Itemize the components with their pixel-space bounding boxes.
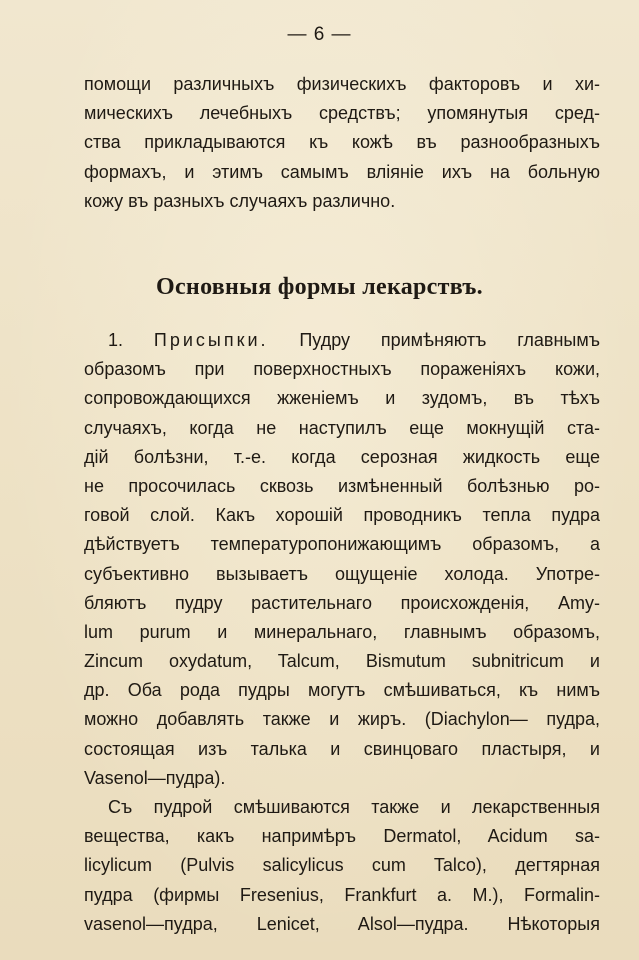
item-term: Присыпки. <box>153 330 269 350</box>
text-line: дѣйствуетъ температуропонижающимъ образомъ, а <box>84 534 600 555</box>
text-line: образомъ при поверхностныхъ пораженіяхъ кожи, <box>84 359 600 380</box>
page-number: — 6 — <box>287 24 352 45</box>
text-line: бляютъ пудру растительнаго происхожденія, Amy- <box>84 592 600 613</box>
text-line: дій болѣзни, т.-е. когда серозная жидкость еще <box>84 446 600 467</box>
intro-paragraph <box>84 70 600 216</box>
text-line: формахъ, и этимъ самымъ вліяніе ихъ на больную <box>84 161 600 182</box>
text-line: Vasenol—пудра). <box>84 767 226 788</box>
text-line: говой слой. Какъ хорошій проводникъ тепла пудра <box>84 505 600 526</box>
text-line: субъективно вызываетъ ощущеніе холода. Употре- <box>84 563 600 584</box>
text-line: вещества, какъ напримѣръ Dermatol, Acidum sa- <box>84 826 600 847</box>
text-line: licylicum (Pulvis salicylicus cum Talco), дегтярная <box>84 855 600 876</box>
text-line: vasenol—пудра, Lenicet, Alsol—пудра. Нѣкоторыя <box>84 913 600 934</box>
paragraph-first-line <box>84 326 600 355</box>
text-line: можно добавлять также и жиръ. (Diachylon— пудра, <box>84 709 600 730</box>
item-number: 1. <box>108 330 124 350</box>
text-line: не просочилась сквозь измѣненный болѣзнью ро- <box>84 475 600 496</box>
text-line: кожу въ разныхъ случаяхъ различно. <box>84 190 396 211</box>
text-fragment: Пудру примѣняютъ главнымъ <box>299 330 600 350</box>
text-line: мическихъ лечебныхъ средствъ; упомянутыя сред- <box>84 103 600 124</box>
text-line: Zincum oxydatum, Talcum, Bismutum subnitricum и <box>84 651 600 672</box>
text-line: сопровождающихся жженіемъ и зудомъ, въ тѣхъ <box>84 388 600 409</box>
text-line: ства прикладываются къ кожѣ въ разнообразныхъ <box>84 132 600 153</box>
text-line: состоящая изъ талька и свинцоваго пластыря, и <box>84 738 600 759</box>
section-body <box>84 326 600 939</box>
text-line: помощи различныхъ физическихъ факторовъ и хи- <box>84 74 600 94</box>
text-line: случаяхъ, когда не наступилъ еще мокнущій ста- <box>84 417 600 438</box>
text-line: пудра (фирмы Fresenius, Frankfurt a. M.), Formalin- <box>84 884 600 905</box>
text-line: Съ пудрой смѣшиваются также и лекарственныя <box>108 797 600 817</box>
text-line: lum purum и минеральнаго, главнымъ образомъ, <box>84 621 600 642</box>
section-heading: Основныя формы лекарствъ. <box>156 274 483 300</box>
text-line: др. Оба рода пудры могутъ смѣшиваться, къ нимъ <box>84 680 600 701</box>
